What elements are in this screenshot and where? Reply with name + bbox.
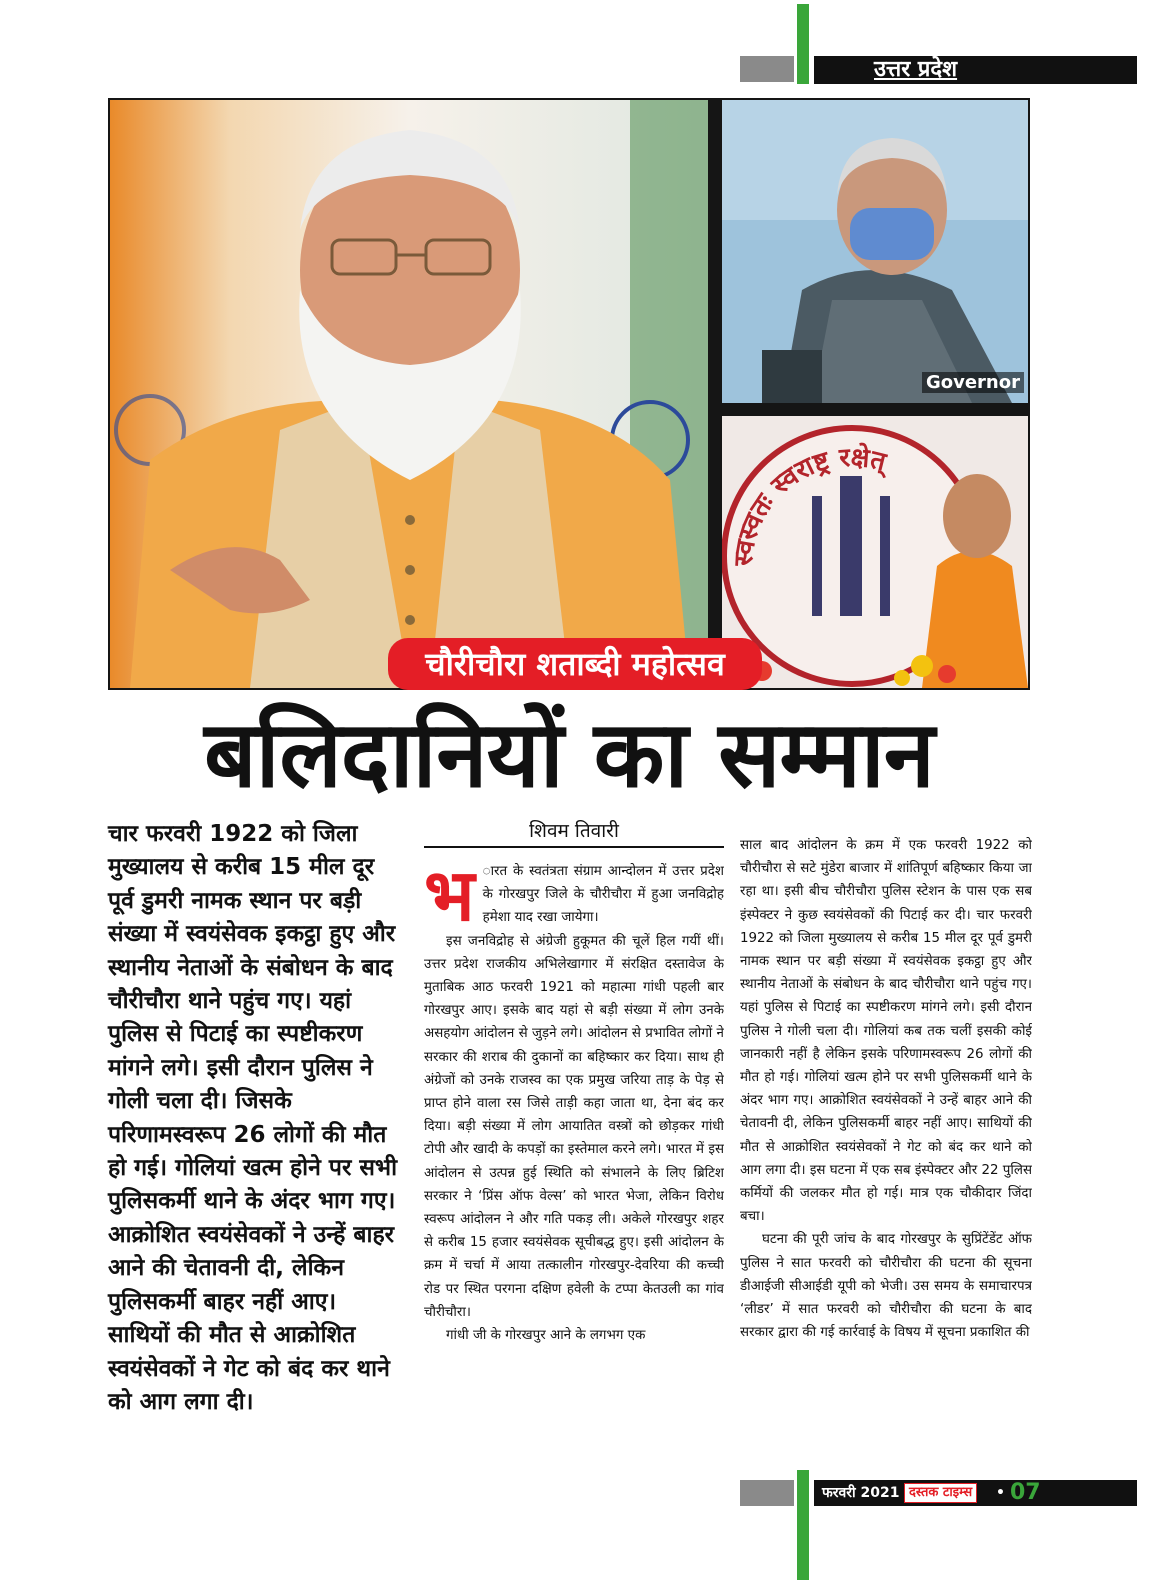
pm-portrait-illustration (110, 100, 708, 688)
cm-speech-photo (722, 416, 1028, 688)
article-column-1 (424, 860, 724, 1460)
footer-date: फरवरी 2021 (822, 1485, 900, 1501)
footer-separator: • (996, 1485, 1005, 1501)
article-paragraph: गांधी जी के गोरखपुर आने के लगभग एक (446, 1328, 646, 1344)
intro-text: चार फरवरी 1922 को जिला मुख्यालय से करीब 15 मील दूर पूर्व डुमरी नामक स्थान पर बड़ी संख्या में स्वयंसेवक इकट्ठा हुए और स्थानीय नेताओं के संबोधन के बाद चौरीचौरा थाने पहुंच गए। यहां पुलिस से पिटाई का स्पष्टीकरण मांगने लगे। इसी दौरान पुलिस ने गोली चला दी। जिसके परिणामस्वरूप 26 लोगों की मौत हो गई। गोलियां खत्म होने पर सभी पुलिसकर्मी थाने के अंदर भाग गए। आक्रोशित स्वयंसेवकों ने उन्हें बाहर आने की चेतावनी दी, लेकिन पुलिसकर्मी बाहर नहीं आए। साथियों की मौत से आक्रोशित स्वयंसेवकों ने गेट को बंद कर थाने को आग लगा दी। (108, 821, 398, 1415)
banner-text: स्वस्वतः स्वराष्ट्र रक्षेत् (728, 442, 889, 567)
photo-caption: चौरीचौरा शताब्दी महोत्सव (388, 638, 762, 690)
governor-illustration (722, 100, 1028, 403)
footer-green-bar (797, 1470, 809, 1580)
page-number: 07 (1010, 1480, 1041, 1505)
headline: बलिदानियों का सम्मान (204, 701, 934, 808)
cm-speech-illustration (722, 416, 1028, 688)
footer-band (814, 1480, 1137, 1506)
footer-grey-block (740, 1480, 794, 1506)
publication-logo: दस्तक टाइम्स (904, 1483, 977, 1503)
article-column-2 (740, 834, 1032, 1460)
byline: शिवम तिवारी (529, 820, 619, 842)
article-paragraph: साल बाद आंदोलन के क्रम में एक फरवरी 1922 को चौरीचौरा से सटे मुंडेरा बाजार में शांतिपूर्ण बहिष्कार किया जा रहा था। इसी बीच चौरीचौरा पुलिस स्टेशन के पास एक सब इंस्पेक्टर ने कुछ स्वयंसेवकों की पिटाई कर दी। चार फरवरी 1922 को जिला मुख्यालय से करीब 15 मील दूर पूर्व डुमरी नामक स्थान पर बड़ी संख्या में स्वयंसेवक इकट्ठा हुए और स्थानीय नेताओं के संबोधन के बाद चौरीचौरा थाने पहुंच गए। यहां पुलिस से पिटाई का स्पष्टीकरण मांगने लगे। इसी दौरान पुलिस ने गोली चला दी। गोलियां कब तक चलीं इसकी कोई जानकारी नहीं है लेकिन इसके परिणामस्वरूप 26 लोगों की मौत हो गई। गोलियां खत्म होने पर सभी पुलिसकर्मी थाने के अंदर भाग गए। आक्रोशित स्वयंसेवकों ने उन्हें बाहर आने की चेतावनी दी, लेकिन पुलिसकर्मी बाहर नहीं आए। साथियों की मौत से आक्रोशित स्वयंसेवकों ने गेट को बंद कर थाने को आग लगा दी। इस घटना में एक सब इंस्पेक्टर और 22 पुलिस कर्मियों की जलकर मौत हो गई। मात्र एक चौकीदार जिंदा बचा। (740, 838, 1032, 1225)
governor-label: Governor (922, 372, 1024, 393)
pm-portrait-photo (110, 100, 708, 688)
governor-photo (722, 100, 1028, 403)
article-paragraph: घटना की पूरी जांच के बाद गोरखपुर के सुप्रिंटेंडेंट ऑफ पुलिस ने सात फरवरी को चौरीचौरा की घटना की सूचना डीआईजी सीआईडी यूपी को भेजी। उस समय के समाचारपत्र ‘लीडर’ में सात फरवरी को चौरीचौरा की घटना के बाद सरकार द्वारा की गई कार्रवाई के विषय में सूचना प्रकाशित की (740, 1232, 1032, 1341)
article-paragraph: इस जनविद्रोह से अंग्रेजी हुकूमत की चूलें हिल गयीं थीं। उत्तर प्रदेश राजकीय अभिलेखागार में संरक्षित दस्तावेज के मुताबिक आठ फरवरी 1921 को महात्मा गांधी पहली बार गोरखपुर आए। इसके बाद यहां से बड़ी संख्या में लोग उनके असहयोग आंदोलन से जुड़ने लगे। आंदोलन से प्रभावित लोगों ने सरकार की शराब की दुकानों का बहिष्कार कर दिया। साथ ही अंग्रेजों को उनके राजस्व का एक प्रमुख जरिया ताड़ के पेड़ से प्राप्त होने वाला रस जिसे ताड़ी कहा जाता था, देना बंद कर दिया। बड़ी संख्या में लोग आयातित वस्त्रों को छोड़कर गांधी टोपी और खादी के कपड़ों का इस्तेमाल करने लगे। भारत में इस आंदोलन से उत्पन्न हुई स्थिति को संभालने के लिए ब्रिटिश सरकार ने ‘प्रिंस ऑफ वेल्स’ को भारत भेजा, लेकिन विरोध स्वरूप आंदोलन ने और गति पकड़ ली। अकेले गोरखपुर शहर से करीब 15 हजार स्वयंसेवक सूचीबद्ध हुए। इसी आंदोलन के क्रम में चर्चा में आया तत्कालीन गोरखपुर-देवरिया की कच्ची रोड पर स्थित परगना दक्षिण हवेली के टप्पा केतउली का गांव चौरीचौरा। (424, 933, 724, 1320)
header-section-band (814, 56, 1137, 84)
dropcap: भ (424, 860, 475, 937)
header-grey-block (740, 56, 794, 82)
section-label: उत्तर प्रदेश (874, 57, 958, 82)
header-green-bar (797, 4, 809, 84)
byline-rule (424, 846, 724, 848)
article-paragraph: ारत के स्वतंत्रता संग्राम आन्दोलन में उत्तर प्रदेश के गोरखपुर जिले के चौरीचौरा में हुआ जनविद्रोह हमेशा याद रखा जायेगा। (482, 864, 724, 926)
